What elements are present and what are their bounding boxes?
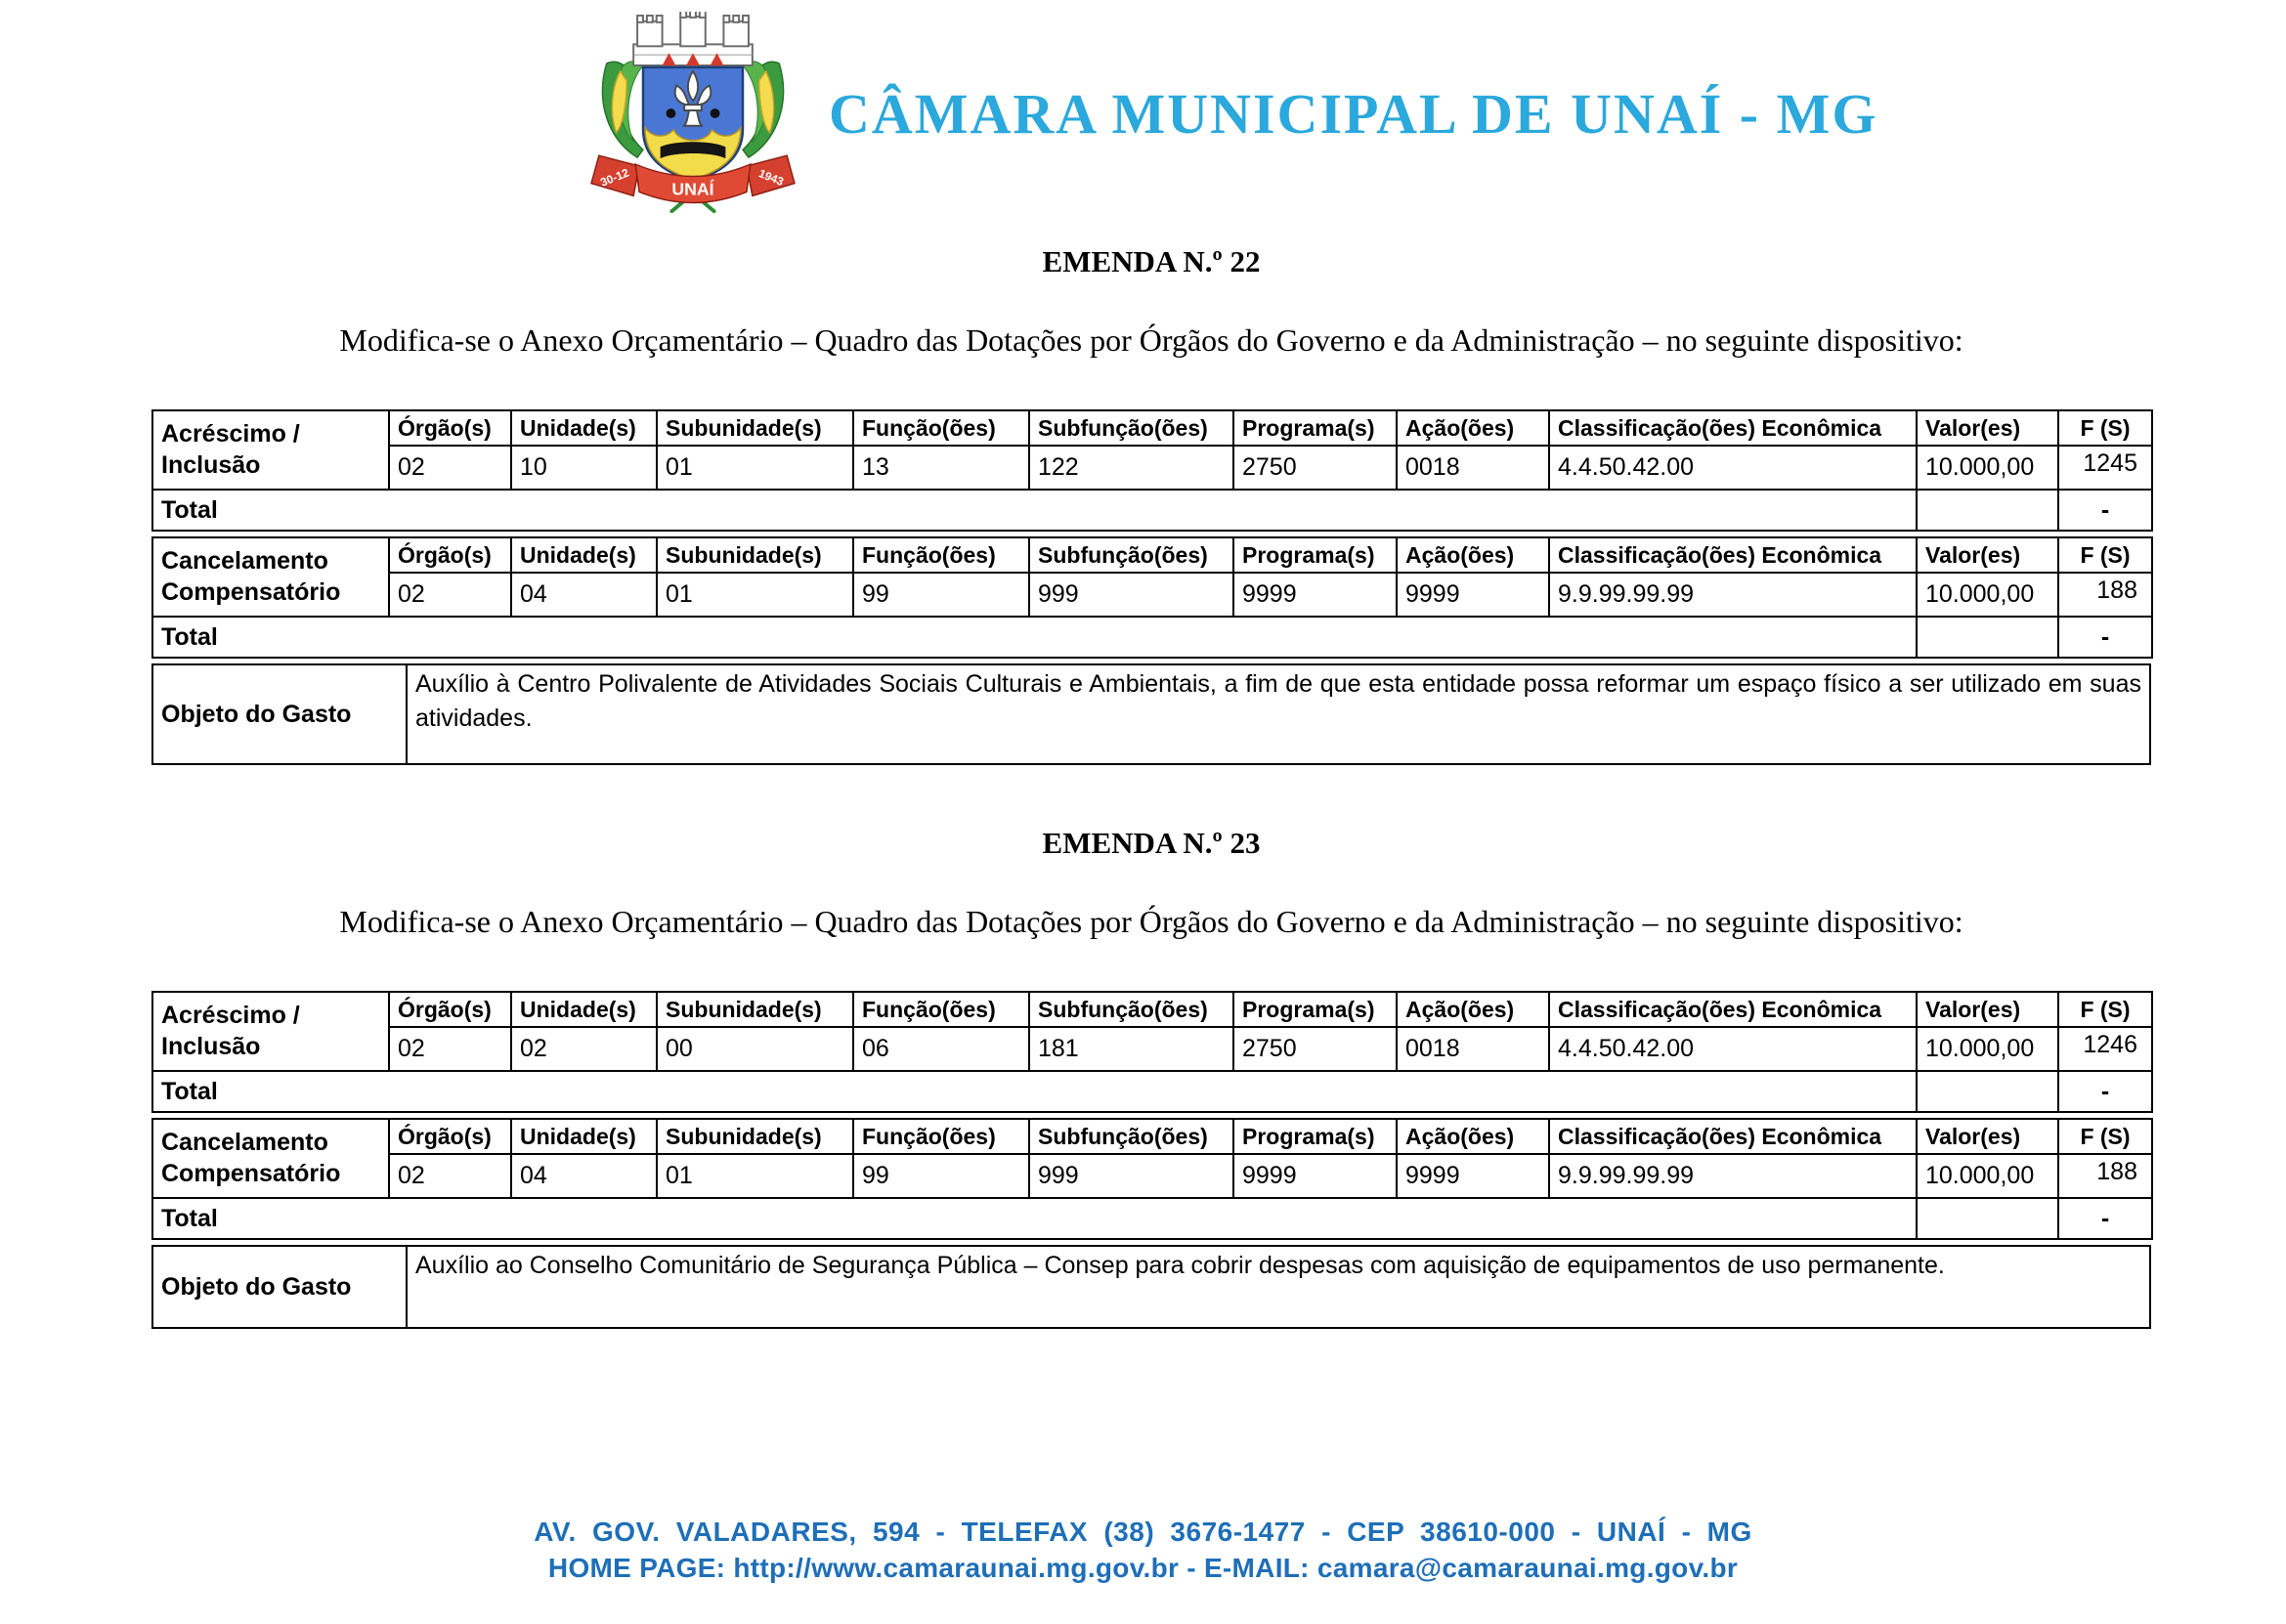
section-row-label: Cancelamento Compensatório [152, 1119, 389, 1198]
dotacao-section-table [151, 991, 2153, 1113]
column-header: Subunidade(s) [657, 992, 853, 1027]
section-row-label: Acréscimo / Inclusão [152, 410, 389, 490]
value-cell: 2750 [1233, 446, 1397, 490]
total-fs-cell: - [2058, 1198, 2152, 1239]
column-header: Unidade(s) [511, 1119, 657, 1154]
value-cell: 10.000,00 [1917, 1027, 2058, 1071]
column-header: Órgão(s) [389, 537, 511, 573]
value-cell: 01 [657, 573, 853, 617]
value-cell: 188 [2058, 573, 2152, 617]
column-header: F (S) [2058, 1119, 2152, 1154]
footer-address-line: AV. GOV. VALADARES, 594 - TELEFAX (38) 3676-1477 - CEP 38610-000 - UNAÍ - MG [534, 1517, 1752, 1547]
value-cell: 10.000,00 [1917, 446, 2058, 490]
value-cell: 9.9.99.99.99 [1549, 1154, 1917, 1198]
value-cell: 1245 [2058, 446, 2152, 490]
total-fs-cell: - [2058, 490, 2152, 531]
value-cell: 9999 [1233, 1154, 1397, 1198]
value-cell: 02 [389, 573, 511, 617]
column-header: Unidade(s) [511, 410, 657, 446]
value-cell: 02 [389, 446, 511, 490]
value-cell: 02 [511, 1027, 657, 1071]
value-cell: 122 [1029, 446, 1233, 490]
column-header: Ação(ões) [1397, 537, 1549, 573]
column-header: Subfunção(ões) [1029, 992, 1233, 1027]
crest-banner-date-left: 30-12 [598, 166, 631, 190]
value-cell: 04 [511, 1154, 657, 1198]
total-label: Total [152, 617, 1917, 658]
column-header: Valor(es) [1917, 410, 2058, 446]
crest-shield [643, 67, 743, 181]
crest-foliage-left [602, 62, 642, 157]
column-header: Subunidade(s) [657, 410, 853, 446]
column-header: Função(ões) [853, 410, 1029, 446]
value-cell: 9.9.99.99.99 [1549, 573, 1917, 617]
value-cell: 9999 [1397, 573, 1549, 617]
objeto-do-gasto-table [151, 663, 2151, 765]
value-cell: 999 [1029, 573, 1233, 617]
column-header: Programa(s) [1233, 410, 1397, 446]
column-header: Classificação(ões) Econômica [1549, 537, 1917, 573]
value-cell: 188 [2058, 1154, 2152, 1198]
column-header: Classificação(ões) Econômica [1549, 992, 1917, 1027]
column-header: Função(ões) [853, 1119, 1029, 1154]
emenda-block-23 [151, 826, 2151, 1329]
emenda-tables [151, 409, 2151, 765]
total-valor-cell [1917, 490, 2058, 531]
objeto-label: Objeto do Gasto [152, 1246, 407, 1328]
column-header: Órgão(s) [389, 1119, 511, 1154]
value-cell: 10.000,00 [1917, 1154, 2058, 1198]
crest-banner-date-right: 1943 [756, 167, 786, 189]
value-cell: 181 [1029, 1027, 1233, 1071]
total-valor-cell [1917, 1071, 2058, 1112]
dotacao-section-table [151, 409, 2153, 532]
value-cell: 9999 [1233, 573, 1397, 617]
value-cell: 01 [657, 446, 853, 490]
column-header: Ação(ões) [1397, 1119, 1549, 1154]
column-header: Valor(es) [1917, 1119, 2058, 1154]
column-header: Valor(es) [1917, 992, 2058, 1027]
total-label: Total [152, 490, 1917, 531]
value-cell: 999 [1029, 1154, 1233, 1198]
value-cell: 4.4.50.42.00 [1549, 1027, 1917, 1071]
column-header: Ação(ões) [1397, 992, 1549, 1027]
total-fs-cell: - [2058, 617, 2152, 658]
column-header: Ação(ões) [1397, 410, 1549, 446]
value-cell: 0018 [1397, 1027, 1549, 1071]
column-header: Programa(s) [1233, 537, 1397, 573]
column-header: Função(ões) [853, 992, 1029, 1027]
objeto-do-gasto-table [151, 1245, 2151, 1329]
emenda-title: EMENDA N.º 22 [1042, 244, 1261, 278]
column-header: Classificação(ões) Econômica [1549, 1119, 1917, 1154]
value-cell: 04 [511, 573, 657, 617]
dotacao-section-table [151, 1118, 2153, 1240]
value-cell: 02 [389, 1027, 511, 1071]
total-label: Total [152, 1198, 1917, 1239]
column-header: Subfunção(ões) [1029, 410, 1233, 446]
coat-of-arms-logo [577, 12, 809, 215]
page-title: CÂMARA MUNICIPAL DE UNAÍ - MG [829, 81, 1878, 146]
crest-foliage-right [743, 62, 783, 157]
total-valor-cell [1917, 1198, 2058, 1239]
column-header: Subfunção(ões) [1029, 537, 1233, 573]
value-cell: 9999 [1397, 1154, 1549, 1198]
column-header: Função(ões) [853, 537, 1029, 573]
column-header: Programa(s) [1233, 1119, 1397, 1154]
column-header: Classificação(ões) Econômica [1549, 410, 1917, 446]
value-cell: 4.4.50.42.00 [1549, 446, 1917, 490]
value-cell: 13 [853, 446, 1029, 490]
column-header: Unidade(s) [511, 992, 657, 1027]
column-header: Unidade(s) [511, 537, 657, 573]
value-cell: 10 [511, 446, 657, 490]
value-cell: 02 [389, 1154, 511, 1198]
section-row-label: Cancelamento Compensatório [152, 537, 389, 617]
column-header: Subunidade(s) [657, 1119, 853, 1154]
value-cell: 1246 [2058, 1027, 2152, 1071]
emenda-title: EMENDA N.º 23 [1042, 826, 1261, 860]
value-cell: 99 [853, 573, 1029, 617]
column-header: Órgão(s) [389, 410, 511, 446]
value-cell: 99 [853, 1154, 1029, 1198]
value-cell: 2750 [1233, 1027, 1397, 1071]
column-header: F (S) [2058, 992, 2152, 1027]
crest-banner-city: UNAÍ [671, 179, 714, 199]
value-cell: 01 [657, 1154, 853, 1198]
emenda-intro: Modifica-se o Anexo Orçamentário – Quadro das Dotações por Órgãos do Governo e da Administração – no seguinte dispositivo: [339, 904, 1963, 939]
value-cell: 00 [657, 1027, 853, 1071]
value-cell: 10.000,00 [1917, 573, 2058, 617]
total-label: Total [152, 1071, 1917, 1112]
dotacao-section-table [151, 536, 2153, 659]
emenda-intro: Modifica-se o Anexo Orçamentário – Quadro das Dotações por Órgãos do Governo e da Administração – no seguinte dispositivo: [339, 322, 1963, 358]
column-header: F (S) [2058, 410, 2152, 446]
value-cell: 06 [853, 1027, 1029, 1071]
objeto-text: Auxílio à Centro Polivalente de Atividades Sociais Culturais e Ambientais, a fim de que esta entidade possa reformar um espaço físico a ser utilizado em suas atividades. [407, 664, 2150, 764]
column-header: Subunidade(s) [657, 537, 853, 573]
masthead [577, 12, 1877, 215]
page-footer [0, 1517, 2286, 1584]
total-fs-cell: - [2058, 1071, 2152, 1112]
total-valor-cell [1917, 617, 2058, 658]
objeto-label: Objeto do Gasto [152, 664, 407, 764]
column-header: Órgão(s) [389, 992, 511, 1027]
section-row-label: Acréscimo / Inclusão [152, 992, 389, 1071]
column-header: F (S) [2058, 537, 2152, 573]
objeto-text: Auxílio ao Conselho Comunitário de Segurança Pública – Consep para cobrir despesas com aquisição de equipamentos de uso permanente. [407, 1246, 2150, 1328]
emenda-block-22 [151, 244, 2151, 765]
emenda-tables [151, 991, 2151, 1329]
footer-contacts-line: HOME PAGE: http://www.camaraunai.mg.gov.br - E-MAIL: camara@camaraunai.mg.gov.br [547, 1553, 1739, 1583]
column-header: Programa(s) [1233, 992, 1397, 1027]
value-cell: 0018 [1397, 446, 1549, 490]
column-header: Valor(es) [1917, 537, 2058, 573]
column-header: Subfunção(ões) [1029, 1119, 1233, 1154]
